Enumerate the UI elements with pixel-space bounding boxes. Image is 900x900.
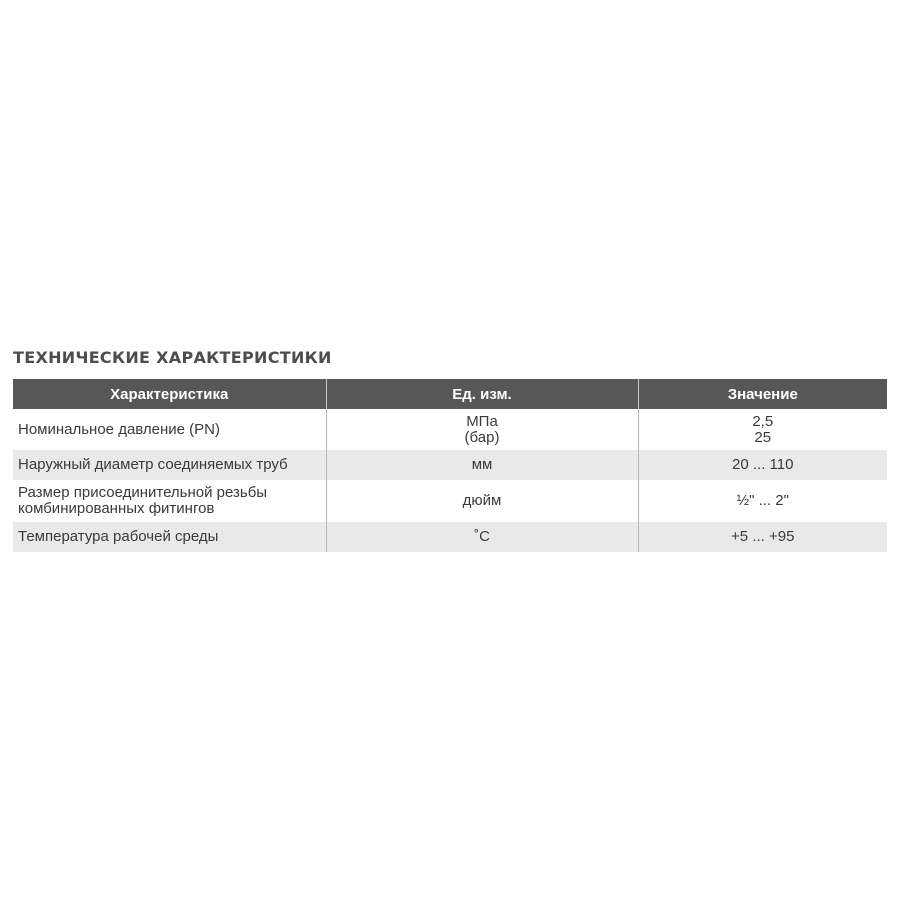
table-row [13,522,887,552]
section-title: ТЕХНИЧЕСКИЕ ХАРАКТЕРИСТИКИ [13,348,332,367]
unit-cell [326,409,638,450]
header-value: Значение [638,379,887,409]
unit-cell: дюйм [326,480,638,522]
header-characteristic: Характеристика [13,379,326,409]
value-cell: 20 ... 110 [638,450,887,480]
header-unit: Ед. изм. [326,379,638,409]
unit-cell: ˚C [326,522,638,552]
unit-line: МПа [466,412,498,430]
param-cell: Наружный диаметр соединяемых труб [13,450,326,480]
param-cell: Номинальное давление (PN) [13,409,326,450]
value-cell: +5 ... +95 [638,522,887,552]
value-line: 25 [754,428,772,446]
spec-table [13,379,887,552]
value-cell: ½" ... 2" [638,480,887,522]
param-cell [13,480,326,522]
table-row [13,450,887,480]
param-line: Размер присоединительной резьбы [18,484,268,501]
param-cell: Температура рабочей среды [13,522,326,552]
value-cell [638,409,887,450]
tech-specs-section [13,346,887,552]
table-row [13,480,887,522]
unit-line: (бар) [464,428,500,446]
table-header-row [13,379,887,409]
table-row [13,409,887,450]
param-line: комбинированных фитингов [18,500,215,517]
unit-cell: мм [326,450,638,480]
value-line: 2,5 [752,412,774,430]
